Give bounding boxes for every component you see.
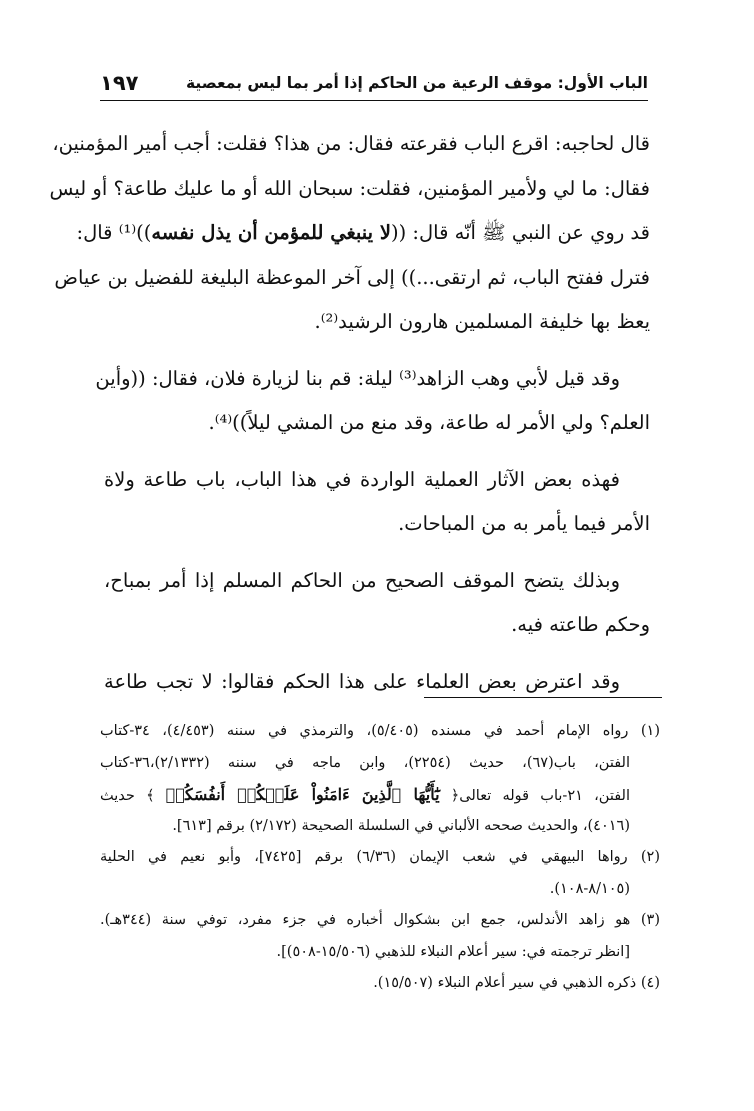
paragraph — [95, 357, 650, 446]
footnote-line: (٤) ذكره الذهبي في سير أعلام النبلاء (١٥/٥٠٧). — [373, 975, 660, 991]
footnote-4 — [100, 968, 660, 1000]
text-line: وقد قيل لأبي وهب الزاهد⁽³⁾ ليلة: قم بنا لزيارة فلان، فقال: ((وأين — [95, 366, 620, 390]
footnote-line: (٤٠١٦)، والحديث صححه الألباني في السلسلة الصحيحة (٢/١٧٢) برقم [٦١٣]. — [172, 817, 630, 834]
footnote-separator — [424, 697, 662, 698]
footnote-2 — [100, 842, 660, 905]
text-line: فقال: ما لي ولأمير المؤمنين، فقلت: سبحان الله أو ما عليك طاعة؟ أو ليس — [49, 176, 650, 200]
text-line: وبذلك يتضح الموقف الصحيح من الحاكم المسلم إذا أمر بمباح، — [104, 568, 620, 592]
text-line: قال لحاجبه: اقرع الباب فقرعته فقال: من هذا؟ فقلت: أجب أمير المؤمنين، — [52, 132, 650, 155]
text-line — [76, 211, 650, 256]
paragraph — [104, 458, 650, 547]
text-segment: ﴾ حديث — [100, 788, 166, 804]
paragraph — [104, 559, 650, 648]
text-line: فترل ففتح الباب، ثم ارتقى...)) إلى آخر الموعظة البليغة للفضيل بن عياض — [54, 265, 650, 289]
footnote-line: (٨/١٠٥-١٠٨). — [549, 880, 630, 897]
text-line: العلم؟ ولي الأمر له طاعة، وقد منع من المشي ليلاً))⁽⁴⁾. — [208, 411, 650, 434]
chapter-title: الباب الأول: موقف الرعية من الحاكم إذا أمر بما ليس بمعصية — [186, 74, 648, 92]
text-line: وقد اعترض بعض العلماء على هذا الحكم فقالوا: لا تجب طاعة — [104, 669, 620, 693]
paragraph — [49, 122, 650, 345]
running-header — [100, 66, 648, 101]
text-segment: ))⁽¹⁾ قال: — [76, 221, 152, 244]
footnote-line: (١) رواه الإمام أحمد في مسنده (٥/٤٠٥)، والترمذي في سننه (٤/٤٥٣)، ٣٤-كتاب — [100, 723, 660, 739]
text-segment: قد روي عن النبي ﷺ أنّه قال: (( — [391, 221, 650, 244]
text-segment: الفتن، ٢١-باب قوله تعالى﴿ — [439, 788, 630, 804]
footnote-line: (٣) هو زاهد الأندلس، جمع ابن بشكوال أخباره في جزء مفرد، توفي سنة (٣٤٤هـ). — [100, 912, 660, 928]
footnote-1 — [100, 716, 660, 842]
footnote-line — [100, 779, 660, 811]
footnote-line: الفتن، باب(٦٧)، حديث (٢٢٥٤)، وابن ماجه في سننه (٢/١٣٣٢)،٣٦-كتاب — [100, 754, 630, 771]
main-text — [49, 122, 650, 704]
page-number: ١٩٧ — [100, 71, 139, 95]
text-line: يعظ بها خليفة المسلمين هارون الرشيد⁽²⁾. — [314, 310, 650, 333]
text-line: فهذه بعض الآثار العملية الواردة في هذا الباب، باب طاعة ولاة — [104, 467, 620, 491]
footnote-line: (٢) رواها البيهقي في شعب الإيمان (٦/٣٦) برقم [٧٤٢٥]، وأبو نعيم في الحلية — [100, 849, 660, 865]
text-line: وحكم طاعته فيه. — [511, 613, 650, 636]
footnote-line: [انظر ترجمته في: سير أعلام النبلاء للذهبي (١٥/٥٠٦-٥٠٨)]. — [276, 943, 630, 960]
hadith-text: لا ينبغي للمؤمن أن يذل نفسه — [151, 221, 392, 244]
text-line: الأمر فيما يأمر به من المباحات. — [398, 512, 650, 535]
footnotes — [100, 716, 660, 1000]
footnote-3 — [100, 905, 660, 968]
quran-verse: يَٰٓأَيُّهَا ٱلَّذِينَ ءَامَنُواْ عَلَيۡكُمۡ أَنفُسَكُمۡ — [165, 785, 440, 804]
